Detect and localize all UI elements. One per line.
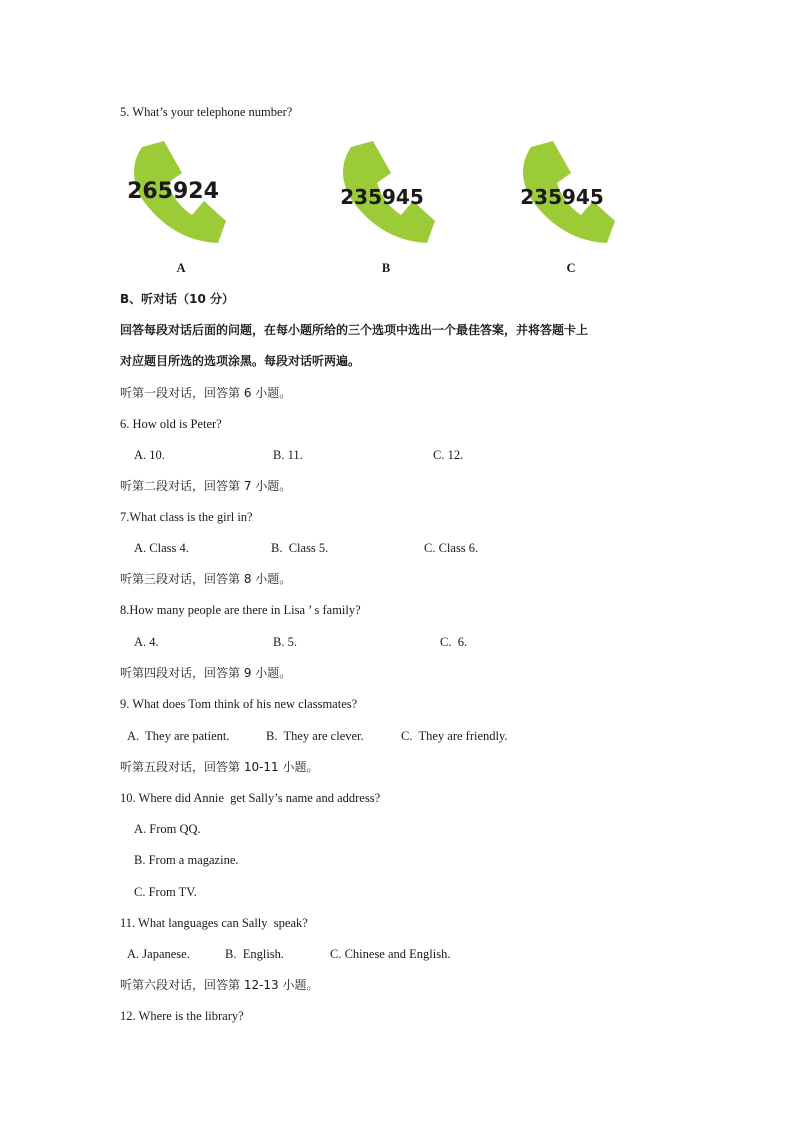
q7-option-a: A. Class 4.: [134, 541, 189, 555]
option-label-c: C: [566, 261, 576, 275]
phone-number-a: 265924: [127, 179, 219, 204]
question-6: 6. How old is Peter?: [120, 417, 222, 431]
option-label-a: A: [176, 261, 186, 275]
q9-option-b: B. They are clever.: [266, 729, 364, 743]
q7-option-b: B. Class 5.: [271, 541, 329, 555]
q9-option-a: A. They are patient.: [127, 729, 230, 743]
phone-image-c: [509, 139, 615, 245]
dialogue-1-instruction: 听第一段对话，回答第 6 小题。: [120, 386, 292, 400]
question-5: 5. What’s your telephone number?: [120, 105, 293, 119]
dialogue-6-instruction: 听第六段对话，回答第 12-13 小题。: [120, 978, 319, 992]
q10-option-b: B. From a magazine.: [134, 853, 239, 867]
section-b-instruction-1: 回答每段对话后面的问题，在每小题所给的三个选项中选出一个最佳答案，并将答题卡上: [120, 323, 589, 337]
dialogue-5-instruction: 听第五段对话，回答第 10-11 小题。: [120, 760, 319, 774]
option-label-b: B: [381, 261, 391, 275]
q6-option-a: A. 10.: [134, 448, 165, 462]
q6-option-b: B. 11.: [273, 448, 303, 462]
question-10: 10. Where did Annie get Sally’s name and address?: [120, 791, 381, 805]
phone-number-b: 235945: [340, 185, 424, 209]
q8-option-c: C. 6.: [440, 635, 468, 649]
question-9: 9. What does Tom think of his new classmates?: [120, 697, 358, 711]
phone-image-a: [120, 139, 226, 245]
q6-option-c: C. 12.: [433, 448, 464, 462]
phone-number-c: 235945: [520, 185, 604, 209]
dialogue-4-instruction: 听第四段对话，回答第 9 小题。: [120, 666, 292, 680]
question-11: 11. What languages can Sally speak?: [120, 916, 308, 930]
section-b-title: B、听对话（10 分）: [120, 292, 235, 306]
q11-option-a: A. Japanese.: [127, 947, 190, 961]
question-12: 12. Where is the library?: [120, 1009, 244, 1023]
phone-image-b: [329, 139, 435, 245]
q9-option-c: C. They are friendly.: [401, 729, 508, 743]
q8-option-b: B. 5.: [273, 635, 297, 649]
q11-option-b: B. English.: [225, 947, 285, 961]
q10-option-c: C. From TV.: [134, 885, 197, 899]
dialogue-3-instruction: 听第三段对话，回答第 8 小题。: [120, 572, 292, 586]
section-b-instruction-2: 对应题目所选的选项涂黑。每段对话听两遍。: [120, 354, 361, 368]
dialogue-2-instruction: 听第二段对话，回答第 7 小题。: [120, 479, 292, 493]
q7-option-c: C. Class 6.: [424, 541, 479, 555]
question-7: 7.What class is the girl in?: [120, 510, 253, 524]
question-8: 8.How many people are there in Lisa ’ s family?: [120, 603, 361, 617]
q11-option-c: C. Chinese and English.: [330, 947, 451, 961]
q10-option-a: A. From QQ.: [134, 822, 201, 836]
q8-option-a: A. 4.: [134, 635, 159, 649]
